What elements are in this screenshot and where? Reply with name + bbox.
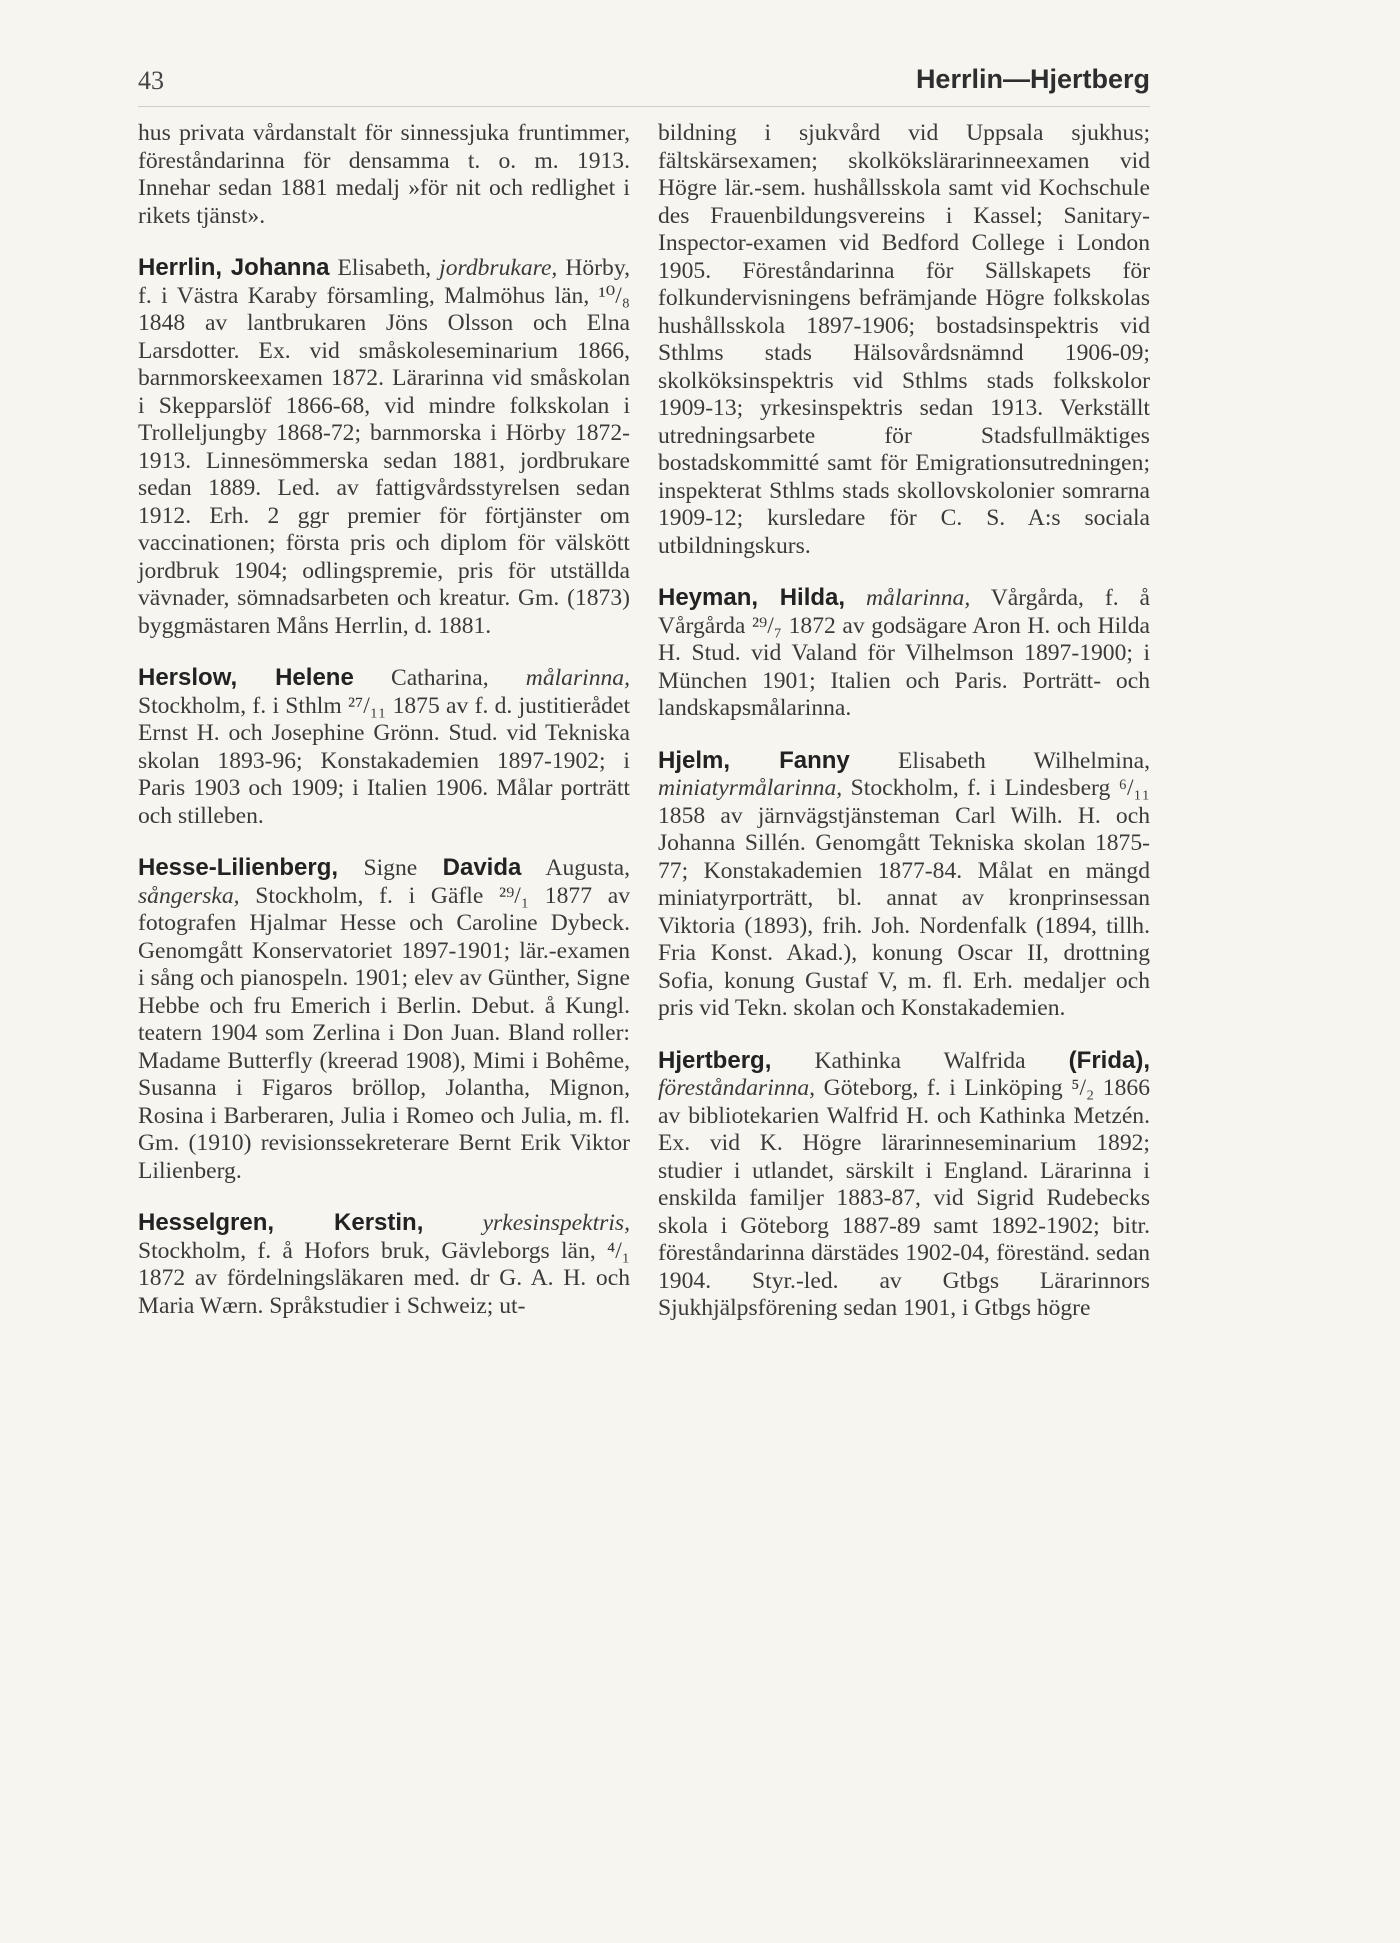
entry-name: Heyman, Hilda, <box>658 584 846 611</box>
entry-occupation: yrkesinspektris, <box>482 1210 630 1236</box>
entry-text: Vårgårda, f. å Vårgårda ²⁹/₇ 1872 av godsägare Aron H. och Hilda H. Stud. vid Valand för Vilhelmson 1897-1900; i München 1901; Italien och Paris. Porträtt- och landskapsmålarinna. <box>658 585 1150 721</box>
entry-hesselgren-kerstin <box>138 1209 630 1320</box>
entry-herslow-helene: Herslow, Helene Catharina, målarinna, Stockholm, f. i Sthlm ²⁷/₁₁ 1875 av f. d. justitierådet Ernst H. och Josephine Grönn. Stud. vid Tekniska skolan 1893-96; Konstakademien 1897-1902; i Paris 1903 och 1909; i Italien 1906. Målar porträtt och stilleben. <box>138 664 630 829</box>
entry-text: Stockholm, f. i Lindesberg ⁶/₁₁ 1858 av järnvägstjänsteman Carl Wilh. H. och Johanna Sillén. Genomgått Tekniska skolan 1875-77; Konstakademien 1877-84. Målat en mängd miniatyrporträtt, bl. annat av kronprinsessan Viktoria (1893), frih. Joh. Nordenfalk (1894, tillh. Fria Konst. Akad.), konung Oscar II, drottning Sofia, konung Gustaf V, m. fl. Erh. medaljer och pris vid Tekn. skolan och Konstakademien. <box>658 775 1150 1021</box>
entry-text: Stockholm, f. i Gäfle ²⁹/₁ 1877 av fotografen Hjalmar Hesse och Caroline Dybeck. Genomgått Konservatoriet 1897-1901; lär.-examen i sång och pianospeln. 1901; elev av Günther, Signe Hebbe och fru Emerich i Berlin. Debut. å Kungl. teatern 1904 som Zerlina i Don Juan. Bland roller: Madame Butterfly (kreerad 1908), Mimi i Bohême, Susanna i Figaros bröllop, Jolantha, Mignon, Rosina i Barberaren, Julia i Romeo och Julia, m. fl. Gm. (1910) revisionssekreterare Bernt Erik Viktor Lilienberg. <box>138 882 630 1184</box>
entry-occupation: målarinna, <box>866 585 971 611</box>
continuation-paragraph: bildning i sjukvård vid Uppsala sjukhus; fältskärsexamen; skolkökslärarinneexamen vid Högre lär.-sem. hushållsskola samt vid Kochschule des Frauenbildungsvereins i Kassel; Sanitary-Inspector-examen vid Bedford College i London 1905. Föreståndarinna för Sällskapets för folkundervisningens befrämjande Högre folkskolas hushållsskola 1897-1906; bostadsinspektris vid Sthlms stads Hälsovårdsnämnd 1906-09; skolköksinspektris vid Sthlms stads folkskolor 1909-13; yrkesinspektris sedan 1913. Verkställt utredningsarbete för Stadsfullmäktiges bostadskommitté samt för Emigrationsutredningen; inspekterat Sthlms stads skollovskolonier somrarna 1909-12; kursledare för C. S. A:s sociala utbildningskurs. <box>658 120 1150 559</box>
entry-occupation: jordbrukare, <box>439 255 558 281</box>
entry-occupation: miniatyrmålarinna, <box>658 775 843 801</box>
entry-name: Hesse-Lilienberg, <box>138 854 339 881</box>
entry-hjertberg-kathinka: Hjertberg, Kathinka Walfrida (Frida), föreståndarinna, Göteborg, f. i Linköping ⁵/₂ 1866 av bibliotekarien Walfrid H. och Kathinka Metzén. Ex. vid K. Högre lärarinneseminarium 1892; studier i utlandet, särskilt i England. Lärarinna i enskilda familjer 1883-87, vid Sigrid Rudebecks skola i Göteborg 1887-89 samt 1892-1902; bitr. föreståndarinna därstädes 1902-04, föreständ. sedan 1904. Styr.-led. av Gtbgs Lärarinnors Sjukhjälpsförening sedan 1901, i Gtbgs högre <box>658 1046 1150 1321</box>
entry-occupation: målarinna, <box>525 665 630 691</box>
entry-name-part: Davida <box>442 854 522 881</box>
page-header <box>138 62 1150 102</box>
entry-name: Herrlin, Johanna <box>138 254 330 281</box>
entry-name: Hjelm, Fanny <box>658 746 850 774</box>
entry-text: Stockholm, f. i Sthlm ²⁷/₁₁ 1875 av f. d. justitierådet Ernst H. och Josephine Grönn. Stud. vid Tekniska skolan 1893-96; Konstakademien 1897-1902; i Paris 1903 och 1909; i Italien 1906. Målar porträtt och stilleben. <box>138 692 630 829</box>
entry-occupation: sångerska, <box>138 882 240 909</box>
page-number: 43 <box>138 66 164 95</box>
entry-text: Stockholm, f. å Hofors bruk, Gävleborgs län, ⁴/₁ 1872 av fördelningsläkaren med. dr G. A. H. och Maria Wærn. Språkstudier i Schweiz; ut- <box>138 1237 630 1319</box>
entry-hesse-lilienberg: Hesse-Lilienberg, Signe Davida Augusta, sångerska, Stockholm, f. i Gäfle ²⁹/₁ 1877 av fotografen Hjalmar Hesse och Caroline Dybeck. Genomgått Konservatoriet 1897-1901; lär.-examen i sång och pianospeln. 1901; elev av Günther, Signe Hebbe och fru Emerich i Berlin. Debut. å Kungl. teatern 1904 som Zerlina i Don Juan. Bland roller: Madame Butterfly (kreerad 1908), Mimi i Bohême, Susanna i Figaros bröllop, Jolantha, Mignon, Rosina i Barberaren, Julia i Romeo och Julia, m. fl. Gm. (1910) revisionssekreterare Bernt Erik Viktor Lilienberg. <box>138 854 630 1184</box>
entry-occupation: föreståndarinna, <box>658 1075 816 1101</box>
left-column <box>138 120 630 1344</box>
entry-heyman-hilda <box>658 584 1150 723</box>
entry-herrlin-johanna: Herrlin, Johanna Elisabeth, jordbrukare, Hörby, f. i Västra Karaby församling, Malmöhus län, ¹⁰/₈ 1848 av lantbrukaren Jöns Olsson och Elna Larsdotter. Ex. vid småskoleseminarium 1866, barnmorskeexamen 1872. Lärarinna vid småskolan i Skepparslöf 1866-68, vid mindre folkskolan i Trolleljungby 1868-72; barnmorska i Hörby 1872-1913. Linnesömmerska sedan 1881, jordbrukare sedan 1889. Led. av fattigvårdsstyrelsen sedan 1912. Erh. 2 ggr premier för förtjänster om vaccinationen; första pris och diplom för välskött jordbruk 1904; odlingspremie, pris för utställda vävnader, sömnadsarbeten och kreatur. Gm. (1873) byggmästaren Måns Herrlin, d. 1881. <box>138 254 630 639</box>
header-rule <box>138 106 1150 107</box>
entry-hjelm-fanny: Hjelm, Fanny Elisabeth Wilhelmina, miniatyrmålarinna, Stockholm, f. i Lindesberg ⁶/₁₁ 1858 av järnvägstjänsteman Carl Wilh. H. och Johanna Sillén. Genomgått Tekniska skolan 1875-77; Konstakademien 1877-84. Målat en mängd miniatyrporträtt, bl. annat av kronprinsessan Viktoria (1893), frih. Joh. Nordenfalk (1894, tillh. Fria Konst. Akad.), konung Oscar II, drottning Sofia, konung Gustaf V, m. fl. Erh. medaljer och pris vid Tekn. skolan och Konstakademien. <box>658 746 1150 1021</box>
entry-name: Hesselgren, Kerstin, <box>138 1209 424 1236</box>
entry-name: Hjertberg, <box>658 1046 772 1074</box>
running-head: Herrlin—Hjertberg <box>915 64 1150 94</box>
entry-text: Hörby, f. i Västra Karaby församling, Malmöhus län, ¹⁰/₈ 1848 av lantbrukaren Jöns Olsson och Elna Larsdotter. Ex. vid småskoleseminarium 1866, barnmorskeexamen 1872. Lärarinna vid småskolan i Skepparslöf 1866-68, vid mindre folkskolan i Trolleljungby 1868-72; barnmorska i Hörby 1872-1913. Linnesömmerska sedan 1881, jordbrukare sedan 1889. Led. av fattigvårdsstyrelsen sedan 1912. Erh. 2 ggr premier för förtjänster om vaccinationen; första pris och diplom för välskött jordbruk 1904; odlingspremie, pris för utställda vävnader, sömnadsarbeten och kreatur. Gm. (1873) byggmästaren Måns Herrlin, d. 1881. <box>138 255 630 639</box>
right-column <box>658 120 1150 1347</box>
continuation-paragraph: hus privata vårdanstalt för sinnessjuka fruntimmer, föreståndarinna för densamma t. o. m. 1913. Innehar sedan 1881 medalj »för nit och redlighet i rikets tjänst». <box>138 120 630 229</box>
entry-name-part: (Frida), <box>1068 1046 1150 1074</box>
entry-text: Göteborg, f. i Linköping ⁵/₂ 1866 av bibliotekarien Walfrid H. och Kathinka Metzén. Ex. vid K. Högre lärarinneseminarium 1892; studier i utlandet, särskilt i England. Lärarinna i enskilda familjer 1883-87, vid Sigrid Rudebecks skola i Göteborg 1887-89 samt 1892-1902; bitr. föreståndarinna därstädes 1902-04, föreständ. sedan 1904. Styr.-led. av Gtbgs Lärarinnors Sjukhjälpsförening sedan 1901, i Gtbgs högre <box>658 1075 1150 1321</box>
entry-name: Herslow, Helene <box>138 664 354 691</box>
